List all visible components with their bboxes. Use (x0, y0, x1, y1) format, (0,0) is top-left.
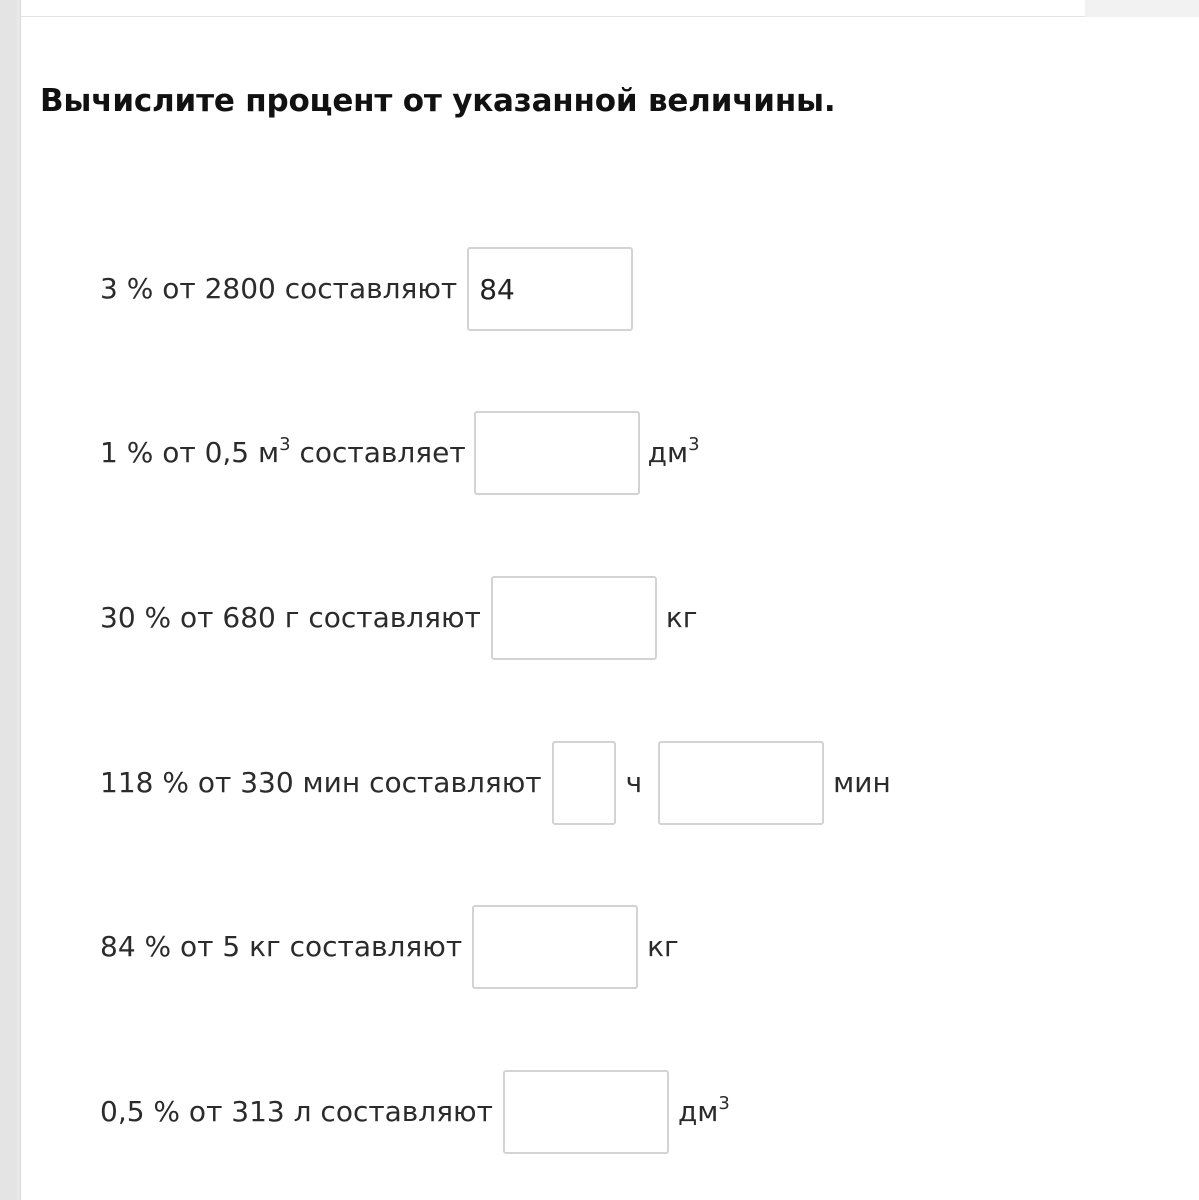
unit-label-3: кг (665, 601, 698, 634)
task-row-4 (100, 741, 891, 825)
task-row-2-text-tail: составляет (290, 436, 466, 469)
task-row-6-text: 0,5 % от 313 л составляют (100, 1095, 493, 1128)
task-row-2 (100, 411, 700, 495)
answer-input-6[interactable] (503, 1070, 669, 1154)
task-row-3-text: 30 % от 680 г составляют (100, 601, 481, 634)
task-row-2-text-main: 1 % от 0,5 м (100, 436, 280, 469)
unit-label-2 (647, 434, 700, 469)
top-right-panel (1085, 0, 1199, 17)
task-row-2-text (100, 434, 466, 469)
task-row-4-text: 118 % от 330 мин составляют (100, 766, 542, 799)
top-divider (21, 0, 1085, 17)
task-row-1 (100, 247, 633, 331)
task-heading: Вычислите процент от указанной величины. (40, 83, 836, 119)
task-row-2-text-sup: 3 (279, 434, 291, 455)
answer-input-4-minutes[interactable] (658, 741, 824, 825)
unit-label-6-sup: 3 (718, 1093, 730, 1114)
task-row-3 (100, 576, 697, 660)
answer-input-5[interactable] (472, 905, 638, 989)
answer-input-4-hours[interactable] (552, 741, 616, 825)
unit-label-2-sup: 3 (688, 434, 700, 455)
task-row-1-text: 3 % от 2800 составляют (100, 272, 458, 305)
task-row-5-text: 84 % от 5 кг составляют (100, 930, 463, 963)
answer-input-1[interactable] (467, 247, 633, 331)
unit-label-6 (677, 1093, 730, 1128)
unit-label-5: кг (647, 930, 679, 963)
answer-input-2[interactable] (474, 411, 640, 495)
answer-input-3[interactable] (491, 576, 657, 660)
unit-label-6-main: дм (677, 1095, 719, 1128)
unit-label-2-main: дм (647, 436, 689, 469)
task-row-6 (100, 1070, 730, 1154)
unit-label-4-minutes: мин (833, 766, 891, 799)
task-row-5 (100, 905, 679, 989)
unit-label-4-hours: ч (625, 766, 643, 799)
left-scroll-edge (0, 0, 21, 1200)
